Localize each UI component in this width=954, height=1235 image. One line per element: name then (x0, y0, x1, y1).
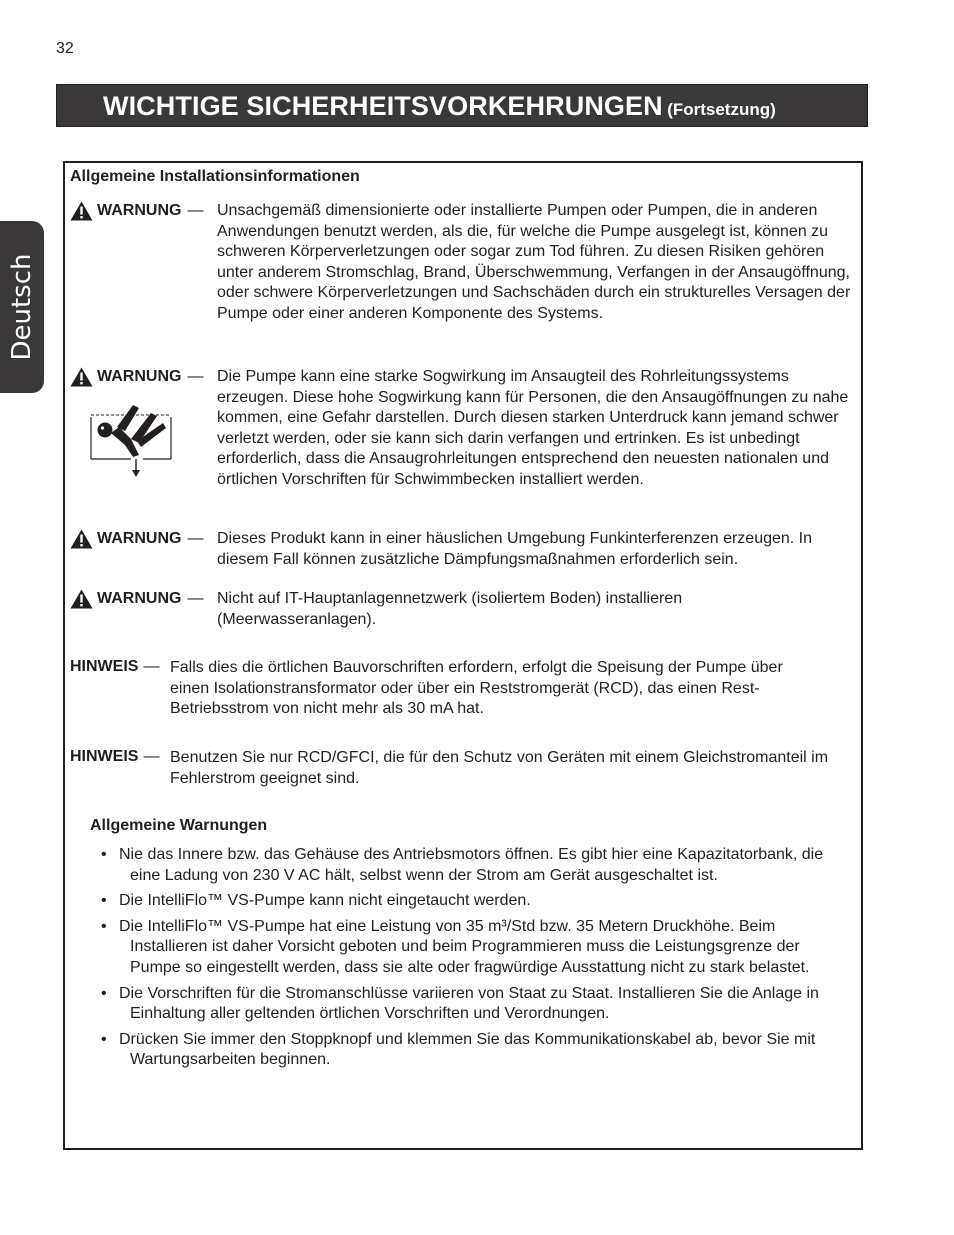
suction-entrapment-pictogram-icon (87, 399, 179, 481)
language-tab-label: Deutsch (7, 253, 37, 361)
safety-info-box (63, 161, 863, 1150)
warning-1-text: Unsachgemäß dimensionierte oder installierte Pumpen oder Pumpen, die in anderen Anwendungen benutzt werden, als die, für welche die Pumpe ausgelegt ist, können zu schweren Körperverletzungen oder sogar zum Tod führen. Zu diesen Risiken gehören unter anderem Stromschlag, Brand, Überschwemmung, Verfangen in der Ansaugöffnung, oder schwere Körperverletzungen und Sachschäden durch ein strukturelles Versagen der Pumpe oder einer anderen Komponente des Systems. (217, 202, 851, 322)
language-side-tab (0, 221, 44, 393)
list-item-text: Die IntelliFlo™ VS-Pumpe hat eine Leistung von 35 m³/Std bzw. 35 Metern Druckhöhe. Beim Installieren ist daher Vorsicht geboten und beim Programmieren muss die Leistungsgrenze der Pumpe so eingestellt werden, dass sie alte oder fragwürdige Ausstattung nicht zu stark belastet. (119, 917, 810, 976)
bullet-icon: • (101, 984, 107, 1002)
warning-triangle-icon (70, 589, 93, 609)
page-title-bar (56, 84, 868, 127)
warning-2-dash: — (187, 368, 204, 385)
warning-3-text: Dieses Produkt kann in einer häuslichen Umgebung Funkinterferenzen erzeugen. In diesem Fall können zusätzliche Dämpfungsmaßnahmen erforderlich sein. (217, 530, 813, 568)
page-title: WICHTIGE SICHERHEITSVORKEHRUNGEN (103, 91, 663, 121)
general-warnings-heading: Allgemeine Warnungen (90, 817, 268, 834)
bullet-icon: • (101, 917, 107, 935)
list-item (101, 917, 851, 979)
notice-1-dash: — (143, 658, 160, 675)
section-heading: Allgemeine Installationsinformationen (70, 168, 360, 185)
warning-4-label-group (70, 589, 203, 609)
list-item (101, 1030, 851, 1071)
bullet-icon: • (101, 892, 107, 910)
notice-1-text: Falls dies die örtlichen Bauvorschriften erfordern, erfolgt die Speisung der Pumpe über einen Isolationstransformator oder über ein Reststromgerät (RCD), das einen Rest-Betriebsstrom von nicht mehr als 30 mA hat. (170, 659, 783, 718)
notice-2-text: Benutzen Sie nur RCD/GFCI, die für den Schutz von Geräten mit einem Gleichstromanteil im Fehlerstrom geeignet sind. (170, 749, 829, 787)
list-item-text: Drücken Sie immer den Stoppknopf und klemmen Sie das Kommunikationskabel ab, bevor Sie mit Wartungsarbeiten beginnen. (119, 1030, 816, 1069)
warning-2-label-group (70, 367, 203, 387)
bullet-icon: • (101, 1030, 107, 1048)
notice-1-label: HINWEIS (70, 658, 139, 675)
warning-triangle-icon (70, 201, 93, 221)
warning-4-label: WARNUNG (97, 590, 182, 607)
warning-3-label: WARNUNG (97, 530, 182, 547)
warning-2-text: Die Pumpe kann eine starke Sogwirkung im Ansaugteil des Rohrleitungssystems erzeugen. Diese hohe Sogwirkung kann für Personen, die den Ansaugöffnungen zu nahe kommen, eine Gefahr darstellen. Durch diesen starken Unterdruck kann jemand schwer verletzt werden, oder sie kann sich darin verfangen und ertrinken. Es ist unbedingt erforderlich, dass die Ansaugrohrleitungen entsprechend den neuesten nationalen und örtlichen Vorschriften für Schwimmbecken installiert werden. (217, 368, 849, 488)
warning-2-label: WARNUNG (97, 368, 182, 385)
general-warnings-list (101, 845, 851, 1076)
list-item (101, 984, 851, 1025)
warning-4-dash: — (187, 590, 204, 607)
page-number: 32 (56, 40, 74, 57)
warning-triangle-icon (70, 529, 93, 549)
list-item-text: Die IntelliFlo™ VS-Pumpe kann nicht eingetaucht werden. (119, 892, 531, 910)
warning-1-label: WARNUNG (97, 202, 182, 219)
warning-3-dash: — (187, 530, 204, 547)
bullet-icon: • (101, 846, 107, 863)
list-item-text: Die Vorschriften für die Stromanschlüsse variieren von Staat zu Staat. Installieren Sie die Anlage in Einhaltung aller geltenden örtlichen Vorschriften und Verordnungen. (119, 984, 819, 1023)
warning-1-label-group (70, 201, 203, 221)
list-item (101, 891, 851, 912)
notice-1-label-group (70, 658, 159, 676)
warning-4-text: Nicht auf IT-Hauptanlagennetzwerk (isoliertem Boden) installieren (Meerwasseranlagen). (217, 590, 683, 628)
notice-2-label-group (70, 748, 159, 766)
list-item (101, 845, 851, 886)
warning-triangle-icon (70, 367, 93, 387)
notice-2-label: HINWEIS (70, 748, 139, 765)
warning-1-dash: — (187, 202, 204, 219)
notice-2-dash: — (143, 748, 160, 765)
page-title-continued: (Fortsetzung) (667, 100, 776, 119)
list-item-text: Nie das Innere bzw. das Gehäuse des Antriebsmotors öffnen. Es gibt hier eine Kapazitatorbank, die eine Ladung von 230 V AC hält, selbst wenn der Strom am Gerät ausgeschaltet ist. (119, 846, 824, 884)
warning-3-label-group (70, 529, 203, 549)
